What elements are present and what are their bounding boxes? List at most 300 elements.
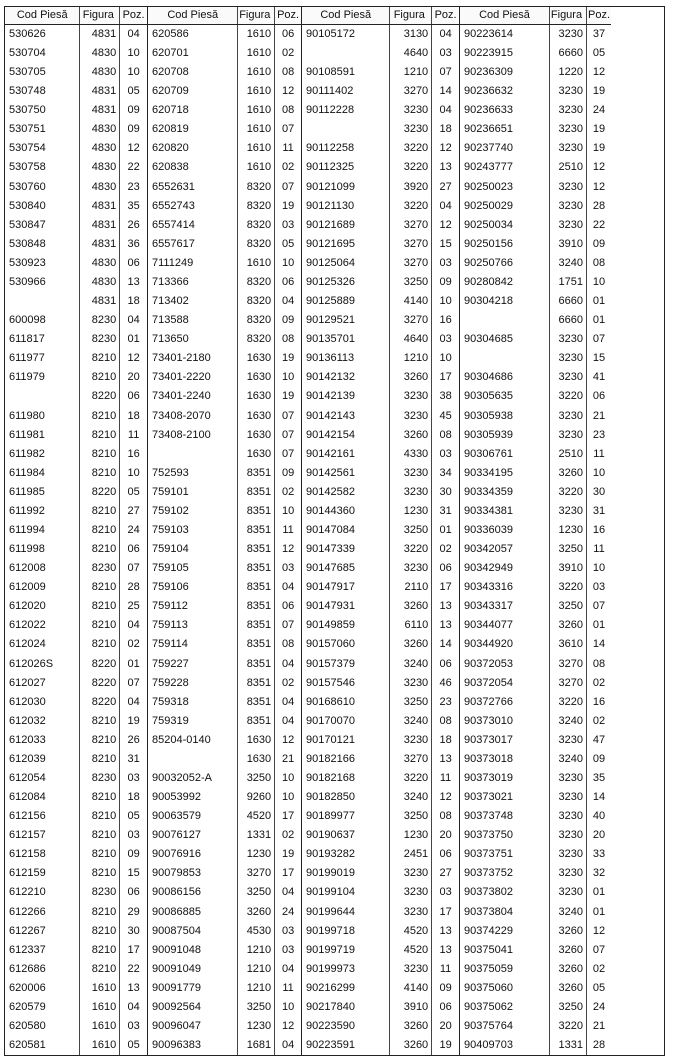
part-code-cell: 90190637 bbox=[306, 829, 355, 842]
part-code-cell: 90375060 bbox=[464, 981, 513, 994]
figure-cell: 1230 bbox=[549, 521, 587, 540]
figure-cell: 8320 bbox=[237, 330, 275, 349]
table-row bbox=[148, 426, 301, 445]
position-cell: 10 bbox=[281, 504, 295, 517]
table-row bbox=[148, 998, 301, 1017]
figure-cell: 8220 bbox=[79, 387, 120, 406]
position-cell: 06 bbox=[439, 1000, 452, 1013]
table-row bbox=[302, 559, 459, 578]
part-code-cell: 90306761 bbox=[464, 447, 513, 460]
table-row bbox=[460, 807, 611, 826]
position-cell: 08 bbox=[281, 333, 295, 346]
position-cell: 02 bbox=[281, 161, 295, 174]
part-code-cell: 90121689 bbox=[306, 218, 355, 231]
table-row bbox=[148, 1017, 301, 1036]
table-row bbox=[460, 44, 611, 63]
position-cell: 18 bbox=[439, 733, 452, 746]
part-code-cell: 90223591 bbox=[306, 1039, 355, 1052]
figure-cell: 1210 bbox=[389, 349, 432, 368]
part-code-cell: 90250034 bbox=[464, 218, 513, 231]
figure-cell: 8320 bbox=[237, 235, 275, 254]
position-cell: 17 bbox=[281, 810, 295, 823]
position-cell: 21 bbox=[592, 409, 606, 422]
part-code-cell: 713650 bbox=[152, 333, 189, 346]
figure-cell: 3230 bbox=[549, 807, 587, 826]
table-row bbox=[460, 731, 611, 750]
figure-cell: 8230 bbox=[79, 311, 120, 330]
position-cell: 04 bbox=[439, 199, 452, 212]
table-row bbox=[460, 597, 611, 616]
figure-cell: 8210 bbox=[79, 864, 120, 883]
part-code-cell: 90334359 bbox=[464, 485, 513, 498]
table-row bbox=[460, 330, 611, 349]
figure-cell: 3260 bbox=[549, 922, 587, 941]
position-cell: 14 bbox=[592, 638, 606, 651]
position-cell: 04 bbox=[281, 657, 295, 670]
figure-cell: 3230 bbox=[549, 368, 587, 387]
figure-cell: 8210 bbox=[79, 788, 120, 807]
part-code-cell: 73408-2070 bbox=[152, 409, 211, 422]
position-cell: 08 bbox=[439, 714, 452, 727]
position-cell: 17 bbox=[439, 905, 452, 918]
position-cell: 16 bbox=[127, 447, 140, 460]
table-row bbox=[5, 597, 147, 616]
header-pos: Poz. bbox=[587, 8, 610, 21]
figure-cell: 3230 bbox=[549, 216, 587, 235]
position-cell: 02 bbox=[592, 962, 606, 975]
figure-cell: 4830 bbox=[79, 120, 120, 139]
part-code-cell: 90142132 bbox=[306, 371, 355, 384]
position-cell: 01 bbox=[592, 295, 606, 308]
table-row bbox=[148, 464, 301, 483]
part-code-cell: 759228 bbox=[152, 676, 189, 689]
part-code-cell: 759319 bbox=[152, 714, 189, 727]
table-row bbox=[5, 464, 147, 483]
figure-cell: 8210 bbox=[79, 731, 120, 750]
part-code-cell: 620006 bbox=[9, 981, 46, 994]
position-cell: 11 bbox=[593, 447, 605, 460]
figure-cell: 3230 bbox=[549, 139, 587, 158]
table-row bbox=[460, 426, 611, 445]
figure-cell: 8210 bbox=[79, 368, 120, 387]
position-cell: 41 bbox=[592, 371, 606, 384]
figure-cell: 3250 bbox=[389, 521, 432, 540]
part-code-cell: 90142154 bbox=[306, 428, 355, 441]
part-code-cell: 90182166 bbox=[306, 752, 355, 765]
table-row bbox=[148, 788, 301, 807]
part-code-cell: 759227 bbox=[152, 657, 189, 670]
position-cell: 17 bbox=[281, 867, 295, 880]
table-row bbox=[302, 922, 459, 941]
figure-cell: 8210 bbox=[79, 521, 120, 540]
position-cell: 06 bbox=[281, 600, 295, 613]
position-cell: 34 bbox=[439, 466, 452, 479]
figure-cell: 4330 bbox=[389, 445, 432, 464]
part-code-cell: 90373017 bbox=[464, 733, 513, 746]
position-cell: 04 bbox=[281, 714, 295, 727]
position-cell: 23 bbox=[592, 428, 606, 441]
position-cell: 03 bbox=[281, 924, 295, 937]
table-row bbox=[148, 635, 301, 654]
part-code-cell: 90091779 bbox=[152, 981, 201, 994]
part-code-cell: 759114 bbox=[152, 638, 188, 651]
figure-cell: 3230 bbox=[389, 960, 432, 979]
position-cell: 10 bbox=[281, 256, 295, 269]
table-row bbox=[148, 922, 301, 941]
part-code-cell: 612027 bbox=[9, 676, 46, 689]
part-code-cell: 90086885 bbox=[152, 905, 201, 918]
position-cell: 24 bbox=[127, 523, 140, 536]
position-cell: 22 bbox=[127, 962, 140, 975]
position-cell: 37 bbox=[592, 27, 606, 40]
figure-cell: 4831 bbox=[79, 197, 120, 216]
table-row bbox=[460, 712, 611, 731]
part-code-cell: 90147931 bbox=[306, 600, 355, 613]
part-code-cell: 759103 bbox=[152, 523, 189, 536]
figure-cell: 8210 bbox=[79, 426, 120, 445]
position-cell: 03 bbox=[439, 256, 452, 269]
figure-cell: 1331 bbox=[549, 1036, 587, 1055]
part-code-cell: 611979 bbox=[9, 371, 45, 384]
table-row bbox=[148, 406, 301, 425]
position-cell: 20 bbox=[439, 829, 452, 842]
table-row bbox=[5, 235, 147, 254]
position-cell: 32 bbox=[592, 867, 606, 880]
parts-index-table bbox=[4, 6, 665, 1056]
figure-cell: 1630 bbox=[237, 368, 275, 387]
figure-cell: 4830 bbox=[79, 44, 120, 63]
part-code-cell: 612020 bbox=[9, 600, 46, 613]
position-cell: 12 bbox=[592, 161, 606, 174]
position-cell: 06 bbox=[439, 848, 452, 861]
part-code-cell: 90157060 bbox=[306, 638, 355, 651]
table-row bbox=[302, 807, 459, 826]
table-row bbox=[148, 521, 301, 540]
table-row bbox=[148, 158, 301, 177]
table-row bbox=[460, 101, 611, 120]
table-row bbox=[460, 120, 611, 139]
table-row bbox=[5, 254, 147, 273]
table-row bbox=[460, 864, 611, 883]
table-row bbox=[460, 826, 611, 845]
part-code-cell: 752593 bbox=[152, 466, 189, 479]
part-code-cell: 90121130 bbox=[306, 199, 355, 212]
part-code-cell: 530751 bbox=[9, 123, 46, 136]
table-row bbox=[302, 311, 459, 330]
figure-cell: 3220 bbox=[549, 483, 587, 502]
table-row bbox=[302, 387, 459, 406]
part-code-cell: 620820 bbox=[152, 142, 189, 155]
figure-cell: 1331 bbox=[237, 826, 275, 845]
part-code-cell: 6557414 bbox=[152, 218, 195, 231]
table-row bbox=[148, 292, 301, 311]
position-cell: 04 bbox=[127, 27, 140, 40]
position-cell: 09 bbox=[281, 314, 295, 327]
position-cell: 13 bbox=[439, 752, 452, 765]
part-code-cell: 90147685 bbox=[306, 562, 355, 575]
table-row bbox=[148, 616, 301, 635]
part-code-cell: 90091049 bbox=[152, 962, 201, 975]
position-cell: 18 bbox=[127, 791, 140, 804]
figure-cell: 3910 bbox=[549, 559, 587, 578]
table-row bbox=[148, 197, 301, 216]
table-row bbox=[148, 82, 301, 101]
part-code-cell: 90373748 bbox=[464, 810, 513, 823]
position-cell: 09 bbox=[127, 848, 140, 861]
part-code-cell: 73401-2240 bbox=[152, 390, 211, 403]
figure-cell: 8210 bbox=[79, 445, 120, 464]
table-row bbox=[148, 540, 301, 559]
part-code-cell: 611981 bbox=[9, 428, 45, 441]
position-cell: 20 bbox=[439, 1020, 452, 1032]
position-cell: 24 bbox=[592, 1000, 606, 1013]
figure-cell: 3230 bbox=[389, 864, 432, 883]
position-cell: 17 bbox=[439, 371, 452, 384]
figure-cell: 8210 bbox=[79, 635, 120, 654]
part-code-cell: 90125326 bbox=[306, 275, 355, 288]
table-row bbox=[148, 349, 301, 368]
position-cell: 02 bbox=[592, 714, 606, 727]
part-code-cell: 600098 bbox=[9, 314, 46, 327]
position-cell: 27 bbox=[127, 504, 140, 517]
position-cell: 10 bbox=[127, 66, 140, 79]
table-row bbox=[5, 903, 147, 922]
figure-cell: 8210 bbox=[79, 349, 120, 368]
position-cell: 07 bbox=[281, 409, 295, 422]
figure-cell: 3220 bbox=[389, 197, 432, 216]
header-code: Cod Piesă bbox=[16, 8, 68, 21]
part-code-cell: 90189977 bbox=[306, 810, 355, 823]
figure-cell: 1210 bbox=[237, 960, 275, 979]
part-code-cell bbox=[302, 44, 389, 63]
position-cell: 45 bbox=[439, 409, 452, 422]
figure-cell: 3260 bbox=[389, 426, 432, 445]
part-code-cell: 6557617 bbox=[152, 237, 195, 250]
part-code-cell: 90344077 bbox=[464, 619, 513, 632]
position-cell: 31 bbox=[592, 504, 606, 517]
part-code-cell: 90142143 bbox=[306, 409, 355, 422]
part-code-cell: 6552743 bbox=[152, 199, 195, 212]
figure-cell: 3230 bbox=[549, 406, 587, 425]
table-row bbox=[460, 368, 611, 387]
figure-cell: 3240 bbox=[549, 903, 587, 922]
table-row bbox=[302, 578, 459, 597]
part-code-cell: 90112228 bbox=[306, 104, 355, 117]
part-code-cell: 90135701 bbox=[306, 333, 355, 346]
figure-cell: 4640 bbox=[389, 330, 432, 349]
figure-cell: 3250 bbox=[549, 597, 587, 616]
position-cell: 16 bbox=[592, 523, 606, 536]
position-cell: 08 bbox=[439, 810, 452, 823]
table-row bbox=[148, 139, 301, 158]
position-cell: 21 bbox=[281, 752, 295, 765]
part-code-cell: 90157546 bbox=[306, 676, 355, 689]
part-code-cell: 90125889 bbox=[306, 295, 355, 308]
position-cell: 11 bbox=[282, 523, 294, 536]
figure-cell: 8230 bbox=[79, 883, 120, 902]
figure-cell: 8351 bbox=[237, 559, 275, 578]
position-cell: 28 bbox=[592, 199, 606, 212]
figure-cell: 4831 bbox=[79, 101, 120, 120]
figure-cell: 3220 bbox=[389, 769, 432, 788]
figure-cell: 4830 bbox=[79, 273, 120, 292]
part-code-cell: 90216299 bbox=[306, 981, 355, 994]
table-row bbox=[460, 311, 611, 330]
figure-cell: 8351 bbox=[237, 712, 275, 731]
figure-cell: 8320 bbox=[237, 178, 275, 197]
table-row bbox=[148, 502, 301, 521]
part-code-cell: 90373018 bbox=[464, 752, 513, 765]
table-row bbox=[148, 559, 301, 578]
table-row bbox=[148, 44, 301, 63]
position-cell: 11 bbox=[593, 543, 605, 556]
table-row bbox=[302, 597, 459, 616]
table-row bbox=[302, 330, 459, 349]
figure-cell: 8220 bbox=[79, 654, 120, 673]
figure-cell: 4831 bbox=[79, 235, 120, 254]
figure-cell: 3270 bbox=[389, 82, 432, 101]
position-cell: 05 bbox=[592, 981, 606, 994]
part-code-cell: 620579 bbox=[9, 1000, 46, 1013]
table-row bbox=[148, 1036, 301, 1055]
figure-cell: 1610 bbox=[79, 1017, 120, 1036]
position-cell: 03 bbox=[592, 581, 606, 594]
table-row bbox=[302, 1017, 459, 1036]
table-row bbox=[5, 387, 147, 406]
position-cell: 03 bbox=[281, 562, 295, 575]
table-row bbox=[148, 864, 301, 883]
table-row bbox=[148, 330, 301, 349]
table-row bbox=[5, 693, 147, 712]
figure-cell: 1630 bbox=[237, 426, 275, 445]
figure-cell: 8210 bbox=[79, 807, 120, 826]
part-code-cell: 620838 bbox=[152, 161, 189, 174]
position-cell: 15 bbox=[439, 237, 452, 250]
position-cell: 35 bbox=[127, 199, 140, 212]
position-cell: 10 bbox=[592, 562, 606, 575]
part-code-cell: 530750 bbox=[9, 104, 46, 117]
figure-cell: 3230 bbox=[549, 349, 587, 368]
position-cell: 06 bbox=[281, 27, 295, 40]
table-row bbox=[5, 864, 147, 883]
part-code-cell: 90375764 bbox=[464, 1020, 513, 1032]
part-code-cell: 612033 bbox=[9, 733, 46, 746]
part-code-cell: 90053992 bbox=[152, 791, 201, 804]
position-cell: 02 bbox=[592, 676, 606, 689]
figure-cell: 4520 bbox=[389, 922, 432, 941]
table-row bbox=[302, 139, 459, 158]
table-row bbox=[148, 578, 301, 597]
table-row bbox=[302, 273, 459, 292]
figure-cell: 4140 bbox=[389, 292, 432, 311]
position-cell: 20 bbox=[127, 371, 140, 384]
table-row bbox=[148, 216, 301, 235]
figure-cell: 1610 bbox=[79, 979, 120, 998]
position-cell: 04 bbox=[281, 295, 295, 308]
table-row bbox=[302, 101, 459, 120]
position-cell: 04 bbox=[127, 695, 140, 708]
table-row bbox=[5, 139, 147, 158]
figure-cell: 3240 bbox=[389, 712, 432, 731]
figure-cell: 3270 bbox=[389, 235, 432, 254]
table-row bbox=[5, 44, 147, 63]
table-row bbox=[302, 1036, 459, 1055]
figure-cell: 4831 bbox=[79, 216, 120, 235]
position-cell: 04 bbox=[127, 314, 140, 327]
position-cell: 07 bbox=[281, 180, 295, 193]
part-code-cell: 90087504 bbox=[152, 924, 201, 937]
header-figure: Figura bbox=[237, 7, 275, 24]
part-code-cell: 530923 bbox=[9, 256, 46, 269]
part-code-cell: 759101 bbox=[152, 485, 189, 498]
figure-cell: 6660 bbox=[549, 292, 587, 311]
position-cell: 04 bbox=[439, 27, 452, 40]
figure-cell: 3230 bbox=[549, 826, 587, 845]
figure-cell: 3250 bbox=[237, 998, 275, 1017]
table-row bbox=[5, 502, 147, 521]
part-code-cell: 530748 bbox=[9, 85, 46, 98]
part-code-cell: 530754 bbox=[9, 142, 46, 155]
table-row bbox=[5, 63, 147, 82]
table-row bbox=[460, 845, 611, 864]
position-cell: 10 bbox=[281, 371, 295, 384]
position-cell: 30 bbox=[127, 924, 140, 937]
table-row bbox=[148, 731, 301, 750]
figure-cell: 3270 bbox=[389, 216, 432, 235]
position-cell: 19 bbox=[439, 1039, 452, 1052]
table-row bbox=[148, 235, 301, 254]
figure-cell: 3920 bbox=[389, 178, 432, 197]
figure-cell: 8230 bbox=[79, 330, 120, 349]
figure-cell: 9260 bbox=[237, 788, 275, 807]
position-cell: 12 bbox=[281, 1020, 295, 1032]
figure-cell: 3220 bbox=[549, 578, 587, 597]
figure-cell: 3230 bbox=[389, 674, 432, 693]
table-row bbox=[302, 445, 459, 464]
position-cell: 47 bbox=[592, 733, 606, 746]
table-row bbox=[302, 540, 459, 559]
part-code-cell: 620718 bbox=[152, 104, 189, 117]
position-cell: 09 bbox=[592, 237, 606, 250]
position-cell: 26 bbox=[127, 733, 140, 746]
position-cell: 17 bbox=[439, 581, 452, 594]
position-cell: 11 bbox=[127, 428, 140, 441]
table-row bbox=[302, 674, 459, 693]
part-code-cell: 90409703 bbox=[464, 1039, 513, 1052]
position-cell: 11 bbox=[282, 981, 294, 994]
part-code-cell: 90121695 bbox=[306, 237, 355, 250]
position-cell: 04 bbox=[281, 581, 295, 594]
position-cell: 09 bbox=[439, 275, 452, 288]
position-cell: 10 bbox=[592, 275, 606, 288]
part-code-cell: 90243777 bbox=[464, 161, 513, 174]
part-code-cell: 611985 bbox=[9, 485, 45, 498]
position-cell: 10 bbox=[281, 1000, 295, 1013]
part-code-cell: 530758 bbox=[9, 161, 46, 174]
position-cell: 13 bbox=[439, 600, 452, 613]
figure-cell: 8220 bbox=[79, 674, 120, 693]
position-cell: 18 bbox=[127, 295, 140, 308]
position-cell: 04 bbox=[281, 695, 295, 708]
table-row bbox=[5, 807, 147, 826]
position-cell: 19 bbox=[281, 848, 295, 861]
part-code-cell bbox=[5, 292, 79, 311]
position-cell: 19 bbox=[592, 142, 606, 155]
part-code-cell: 612686 bbox=[9, 962, 46, 975]
part-code-cell: 90236309 bbox=[464, 66, 513, 79]
part-code-cell: 90170121 bbox=[306, 733, 355, 746]
table-row bbox=[460, 273, 611, 292]
